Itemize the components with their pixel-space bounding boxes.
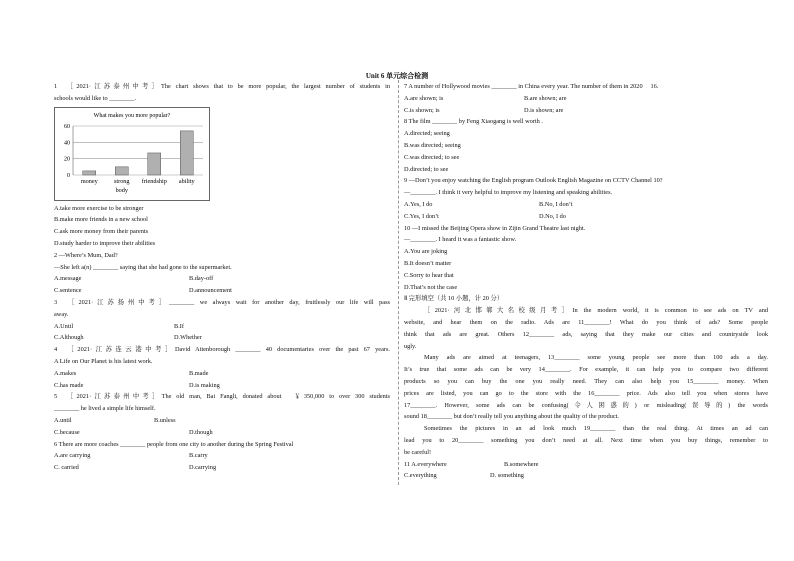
option-text: D.Whether	[174, 334, 202, 342]
option-text: B.made	[189, 369, 209, 377]
option-text: B.somewhere	[504, 460, 539, 468]
option-row	[404, 470, 768, 482]
text-line: —________. I think it very helpful to improve my listening and speaking abilities.	[404, 189, 613, 197]
text-line: D.That’s not the case	[404, 283, 458, 291]
option-row	[54, 415, 390, 427]
text-line: A.take more exercise to be stronger	[54, 204, 144, 212]
option-text: D.No, I do	[539, 212, 566, 220]
option-row	[54, 368, 390, 380]
option-row	[54, 285, 390, 297]
option-text: D.is shown; are	[524, 106, 564, 114]
text-line: A Life on Our Planet is his latest work.	[54, 357, 153, 365]
text-line: C.Sorry to hear that	[404, 271, 454, 279]
option-text: C.has made	[54, 381, 84, 389]
bar	[148, 153, 161, 175]
option-text: B.are shown; are	[524, 94, 567, 102]
column-divider	[398, 80, 399, 485]
text-line: 6 There are more coaches ________ people from one city to another during the Spring Festival	[54, 440, 294, 448]
text-line: 4 ［2021·江苏连云港中考］David Attenborough ________ 40 documentaries over the past 67 years.	[54, 346, 390, 354]
text-line: 9 —Don’t you enjoy watching the English program Outlook English Magazine on CCTV Channel 10?	[404, 177, 663, 185]
option-text: C. carried	[54, 464, 79, 472]
text-line: A.You are joking	[404, 248, 448, 256]
text-line: 7 A number of Hollywood movies ________ in China every year. The number of them in 2020 16.	[404, 83, 659, 90]
option-text: D.carrying	[189, 464, 217, 472]
x-tick-label: friendship	[141, 177, 167, 185]
option-text: A.Until	[54, 322, 74, 330]
option-text: B.day-off	[189, 275, 214, 283]
bar	[83, 171, 96, 175]
text-line: C.ask more money from their parents	[54, 228, 149, 236]
option-text: A.until	[54, 416, 72, 424]
option-row	[404, 199, 768, 211]
option-text: B.carry	[189, 452, 208, 460]
x-tick-label: body	[115, 186, 128, 194]
option-text: C.everything	[404, 472, 437, 480]
option-text: D.announcement	[189, 287, 232, 295]
option-text: A.message	[54, 275, 82, 283]
text-line: schools would like to ________.	[54, 94, 137, 102]
text-line: B.It doesn’t matter	[404, 259, 452, 267]
option-text: D.is making	[189, 381, 220, 389]
x-tick-label: strong	[114, 177, 130, 185]
option-text: C.because	[54, 428, 80, 436]
bar	[115, 166, 128, 174]
y-tick-label: 40	[64, 139, 70, 146]
option-text: 11 A.everywhere	[404, 460, 447, 468]
option-row	[404, 93, 768, 105]
option-text: B.unless	[154, 416, 176, 424]
text-line: 10 —I missed the Beijing Opera show in Zijin Grand Theatre last night.	[404, 224, 586, 232]
text-line: —She left a(n) ________ saying that she had gone to the supermarket.	[54, 263, 232, 271]
text-line: A.directed; seeing	[404, 130, 450, 138]
text-line: 8 The film ________ by Feng Xiaogang is well worth .	[404, 118, 543, 126]
text-line: D.study harder to improve their abilities	[54, 239, 156, 247]
chart-svg	[55, 108, 209, 200]
option-text: C.sentence	[54, 287, 82, 295]
text-line: 17________. However, some ads can be confusing(令人困惑的) or misleading(误导的) the words	[404, 401, 768, 409]
option-row	[54, 273, 390, 285]
option-row	[404, 211, 768, 223]
text-line: It’s true that some ads can be very 14________. For example, it can help you to compare two different	[404, 366, 768, 374]
option-text: A.are shown; is	[404, 94, 444, 102]
text-line: be careful!	[404, 448, 432, 456]
text-line: 3 ［2021·江苏扬州中考］________ we always wait for another day, fruitlessly our life will pass	[54, 298, 390, 306]
option-row	[54, 427, 390, 439]
text-line: B.make more friends in a new school	[54, 216, 148, 224]
right-column	[404, 81, 768, 482]
text-line: B.was directed; seeing	[404, 141, 461, 149]
x-tick-label: ability	[178, 177, 195, 185]
text-line: 2 —Where’s Mum, Dad?	[54, 251, 118, 259]
text-line: products so you can buy the one you really need. They can also help you 15________ money. When	[404, 377, 768, 385]
option-text: B.No, I don’t	[539, 200, 573, 208]
text-line: sound 18________ but don’t really tell you anything about the quality of the product.	[404, 413, 619, 421]
y-tick-label: 0	[67, 172, 70, 179]
x-tick-label: money	[80, 177, 98, 185]
y-tick-label: 60	[64, 123, 70, 130]
page-title: Unit 6 单元综合检测	[365, 72, 429, 80]
option-row	[54, 321, 390, 333]
text-line: lead you to 20________ something you don’t need at all. Next time when you buy things, remember to	[404, 436, 768, 444]
option-row	[404, 459, 768, 471]
text-line: —________. I heard it was a fantastic show.	[404, 236, 517, 244]
option-text: D.though	[189, 428, 213, 436]
text-line: prices are listed, you can go to the store with the 16________ price. Ads also tell you when stores have	[404, 389, 768, 397]
y-tick-label: 20	[64, 156, 70, 163]
option-text: A.makes	[54, 369, 77, 377]
text-line: Ⅱ 完形填空（共 10 小题，计 20 分）	[404, 295, 504, 303]
option-text: A.are carrying	[54, 452, 91, 460]
bar-chart	[54, 107, 210, 201]
option-row	[404, 105, 768, 117]
text-line: ________ he lived a simple life himself.	[54, 405, 156, 413]
bar	[180, 130, 193, 174]
option-row	[54, 462, 390, 474]
option-text: C.is shown; is	[404, 106, 440, 114]
text-line: 1 ［2021·江苏泰州中考］The chart shows that to be more popular, the largest number of students in	[54, 83, 390, 90]
text-line: Many ads are aimed at teenagers, 13________ some young people see more than 100 ads a day.	[424, 354, 768, 362]
option-row	[54, 332, 390, 344]
text-line: ugly.	[404, 342, 417, 350]
chart-title: What makes you more popular?	[93, 112, 171, 119]
option-text: B.If	[174, 322, 184, 330]
text-line: away.	[54, 310, 69, 318]
left-column	[54, 81, 390, 474]
text-line: Sometimes the pictures in an ad look much 19________ than the real thing. At times an ad can	[424, 425, 768, 433]
text-line: think that ads are great. Others 12________ ads, saying that they make our cities and countryside look	[404, 330, 768, 338]
text-line: D.directed; to see	[404, 165, 449, 173]
text-line: C.was directed; to see	[404, 153, 460, 161]
text-line: ［2021·河北邯郸大名校级月考］In the modern world, it is common to see ads on TV and	[424, 307, 768, 315]
option-row	[54, 450, 390, 462]
text-line: website, and hear them on the radio. Ads are 11________! What do you think of ads? Some people	[404, 318, 768, 326]
option-text: D. something	[490, 472, 524, 480]
option-text: A.Yes, I do	[404, 200, 433, 208]
option-text: C.Although	[54, 334, 84, 342]
option-text: C.Yes, I don’t	[404, 212, 439, 220]
text-line: 5 ［2021·江苏泰州中考］The old man, Bai Fangli, donated about ￥350,000 to over 300 students	[54, 393, 390, 401]
option-row	[54, 380, 390, 392]
